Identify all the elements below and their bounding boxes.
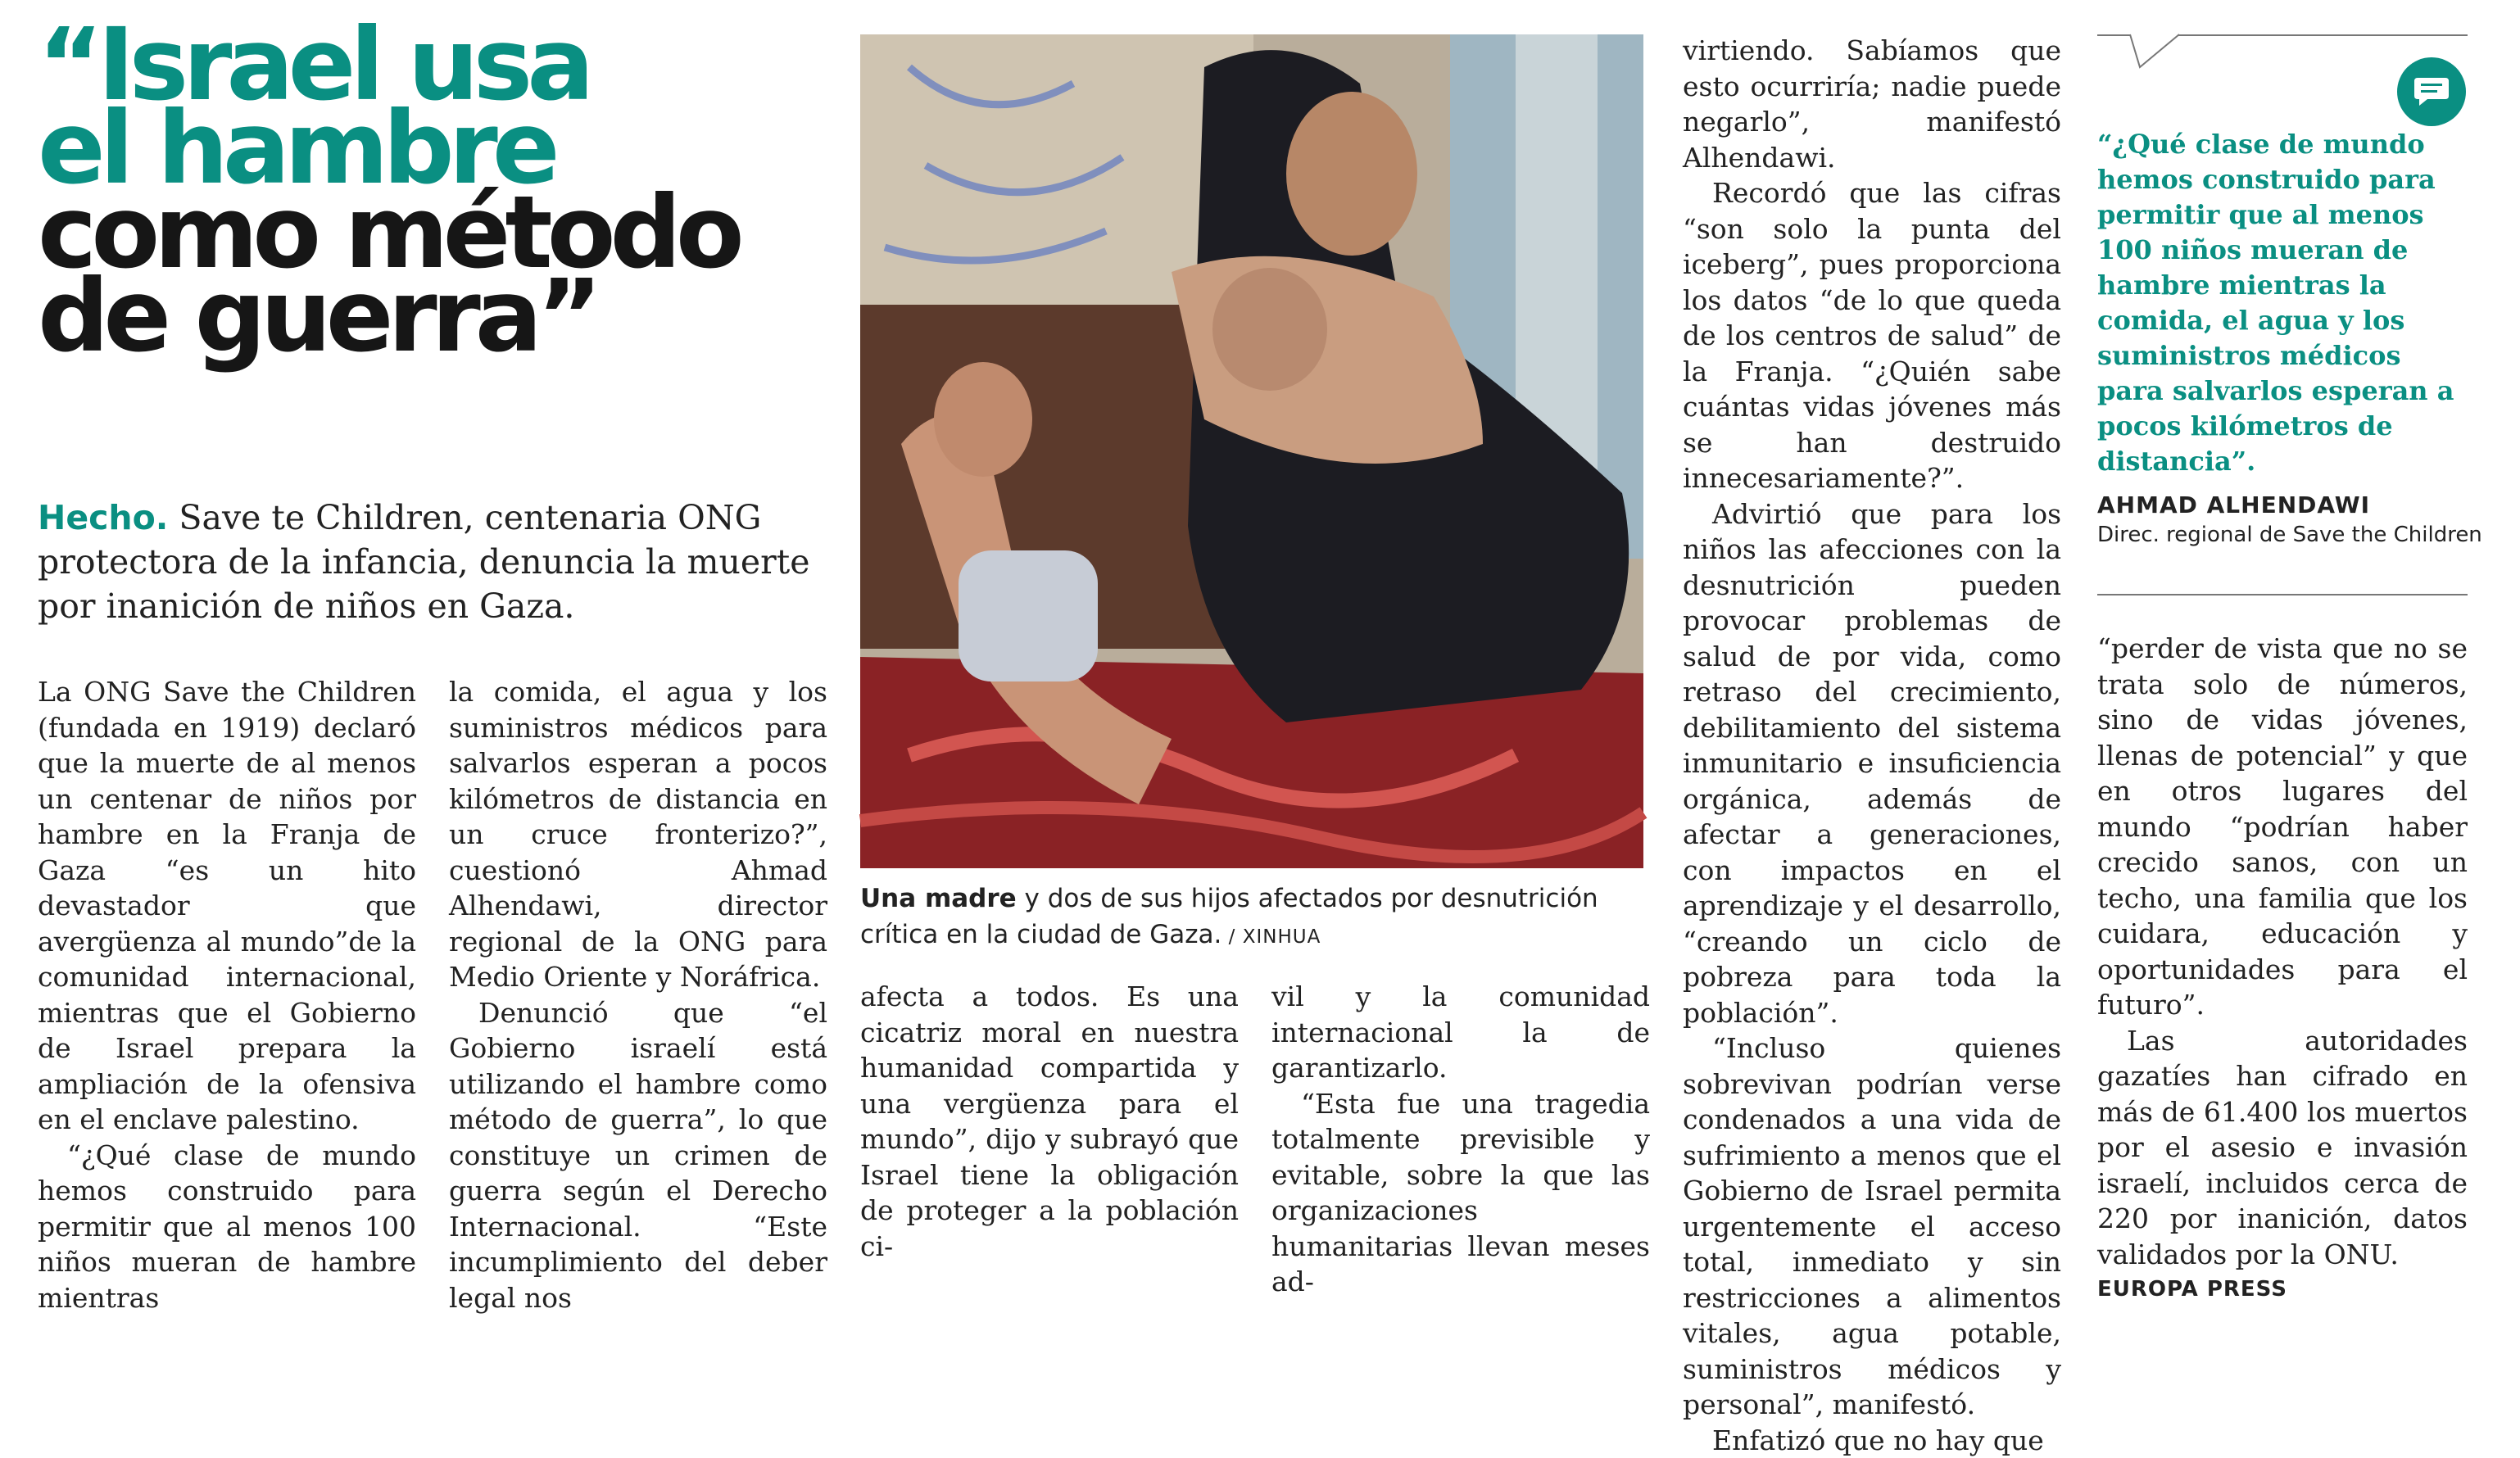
photo-caption [860,881,1647,955]
quote-bottom-rule [2097,594,2468,595]
article-column-4 [1271,979,1650,1300]
speech-bubble-icon [2397,57,2466,126]
body-paragraph: Las autoridades gazatíes han cifrado en más de 61.400 los muertos por el asesio e invasión israelí, incluidos cerca de 220 por inanición, datos validados por la ONU. [2097,1023,2468,1273]
headline-line-1: “Israel usa [38,23,849,106]
body-paragraph: Denunció que “el Gobierno israelí está utilizando el hambre como método de guerra”, lo que constituye un crimen de guerra según el Derecho Internacional. “Este incumplimiento del deber legal nos [449,995,827,1316]
article-column-5 [1683,33,2061,1458]
headline-line-2: el hambre [38,106,849,190]
article-column-1 [38,674,416,1315]
lead-paragraph [38,496,831,628]
body-paragraph: la comida, el agua y los suministros médicos para salvarlos esperan a pocos kilómetros de distancia en un cruce fronterizo?”, cuestionó Ahmad Alhendawi, director regional de la ONG para Medio Oriente y Noráfrica. [449,674,827,995]
news-photo [860,34,1643,868]
body-paragraph: “¿Qué clase de mundo hemos construido para permitir que al menos 100 niños mueran de hambre mientras [38,1138,416,1316]
body-paragraph: Enfatizó que no hay que [1683,1423,2061,1458]
quote-notch [2130,34,2179,69]
pull-quote: “¿Qué clase de mundo hemos construido para permitir que al menos 100 niños mueran de hambre mientras la comida, el agua y los suministros médicos para salvarlos esperan a pocos kilómetros de distancia”. [2097,127,2468,479]
body-paragraph: La ONG Save the Children (fundada en 1919) declaró que la muerte de al menos un centenar de niños por hambre en la Franja de Gaza “es un hito devastador que avergüenza al mundo”de la comunidad internacional, mientras que el Gobierno de Israel prepara la ampliación de la ofensiva en el enclave palestino. [38,674,416,1138]
article-column-2 [449,674,827,1315]
body-paragraph: “perder de vista que no se trata solo de números, sino de vidas jóvenes, llenas de potencial” y que en otros lugares del mundo “podrían haber crecido sanos, con un techo, una familia que los cuidara, educación y oportunidades para el futuro”. [2097,631,2468,1023]
body-paragraph: Advirtió que para los niños las afecciones con la desnutrición pueden provocar problemas de salud de por vida, como retraso del crecimiento, debilitamiento del sistema inmunitario e insuficiencia orgánica, además de afectar a generaciones, con impactos en el aprendizaje y el desarrollo, “creando un ciclo de pobreza para toda la población”. [1683,496,2061,1031]
quote-author: AHMAD ALHENDAWI [2097,491,2370,518]
body-paragraph: afecta a todos. Es una cicatriz moral en nuestra humanidad compartida y una vergüenza para el mundo”, dijo y subrayó que Israel tiene la obligación de proteger a la población ci- [860,979,1239,1264]
article-signature: EUROPA PRESS [2097,1272,2468,1308]
caption-text: y dos de sus hijos afectados por desnutrición crítica en la ciudad de Gaza. [860,884,1598,949]
quote-role: Direc. regional de Save the Children [2097,523,2482,547]
caption-bold: Una madre [860,884,1017,913]
lead-label: Hecho. [38,498,168,537]
lead-text: Save te Children, centenaria ONG protectora de la infancia, denuncia la muerte por inanición de niños en Gaza. [38,498,809,626]
article-column-3 [860,979,1239,1264]
body-paragraph: “Esta fue una tragedia totalmente previsible y evitable, sobre la que las organizaciones humanitarias llevan meses ad- [1271,1086,1650,1300]
article-column-6 [2097,631,2468,1308]
body-paragraph: virtiendo. Sabíamos que esto ocurriría; nadie puede negarlo”, manifestó Alhendawi. [1683,33,2061,175]
headline-line-4: de guerra” [38,274,849,358]
headline-line-3: como método [38,191,849,274]
photo-credit: / XINHUA [1221,926,1321,948]
body-paragraph: “Incluso quienes sobrevivan podrían verse condenados a una vida de sufrimiento a menos que el Gobierno de Israel permita urgentemente el acceso total, inmediato y sin restricciones a alimentos vitales, agua potable, suministros médicos y personal”, manifestó. [1683,1030,2061,1423]
body-paragraph: Recordó que las cifras “son solo la punta del iceberg”, pues proporciona los datos “de lo que queda de los centros de salud” de la Franja. “¿Quién sabe cuántas vidas jóvenes más se han destruido innecesariamente?”. [1683,175,2061,496]
headline [38,23,849,359]
body-paragraph: vil y la comunidad internacional la de garantizarlo. [1271,979,1650,1086]
